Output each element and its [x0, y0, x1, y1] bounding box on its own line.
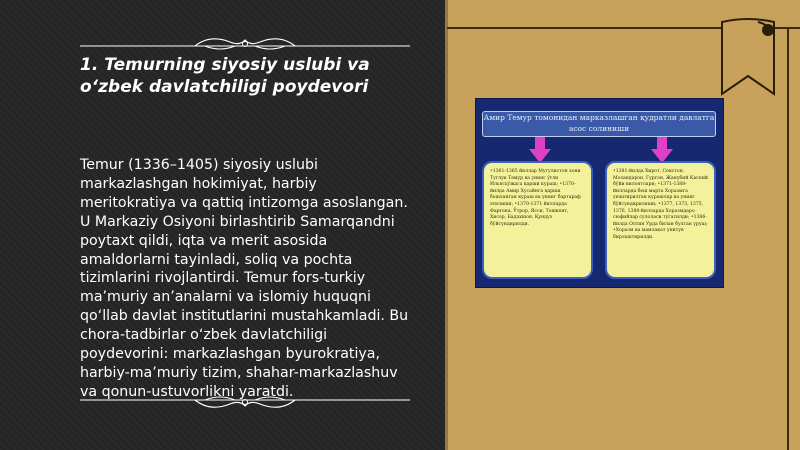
diagram-header: Амир Темур томонидан марказлашган қудратли давлатга асос солиниши — [482, 111, 716, 137]
slide-title: 1. Temurning siyosiy uslubi va o‘zbek davlatchiligi poydevori — [80, 55, 370, 97]
bookmark-ribbon-icon — [718, 16, 778, 98]
top-ornament-divider — [80, 32, 410, 54]
diagram-left-card: •1361-1365 йиллар Мугулистон хони Туглук Темур ва унинг ўғли Ильясхўжага қарши кураш; •1370-йилда Амир Хусайнга қарши бошланган кураш ва унинг бартараф этилиши; •1370-1371 йилларда Фарғона, Ўтрор, Ясси, Тошкент, Хисор, Бадахшон, Қундуз бўйсундирилди. — [482, 161, 593, 279]
slide-body-text: Temur (1336–1405) siyosiy uslubi markazlashgan hokimiyat, harbiy meritokratiya va qattiq intizomga asoslangan. U Markaziy Osiyoni birlashtirib Samarqandni poytaxt qildi, iqta va merit asosida amaldorlarni tayinladi, soliq va pochta tizimlarini rivojlantirdi. Temur fors-turkiy ma’muriy an’analarni va islomiy huquqni qo‘llab davlat institutlarini mustahkamladi. Bu chora-tadbirlar o‘zbek davlatchiligi poydevorini: markazlashgan byurokratiya, harbiy-ma’muriy tizim, shahar-markazlashuv va qonun-ustuvorlikni yaratdi. — [80, 157, 409, 400]
history-diagram-image — [475, 98, 724, 288]
panel-divider — [445, 0, 448, 450]
arrow-down-icon — [529, 137, 551, 163]
frame-right-line — [787, 27, 789, 450]
arrow-down-icon — [651, 137, 673, 163]
diagram-right-card: •1381-йилда Хирот, Сеистон, Мозандарон, Гургон, Жанубий Каспий бўйи вилоятлари; •1371-1388-йилларда беш марта Хоразмга уюштирилган курашлар ва унинг бўйсундирилиши; •1377, 1373, 1375, 1376, 1380-йилларда Хоразмдаро сюфийлар сулоласи тугатилди; •1386-йилда Олтин Урда билан булган уруш; •Хоразм ва мамлакат унитув бирлаштирилди. — [605, 161, 716, 279]
bottom-ornament-divider — [80, 392, 410, 414]
